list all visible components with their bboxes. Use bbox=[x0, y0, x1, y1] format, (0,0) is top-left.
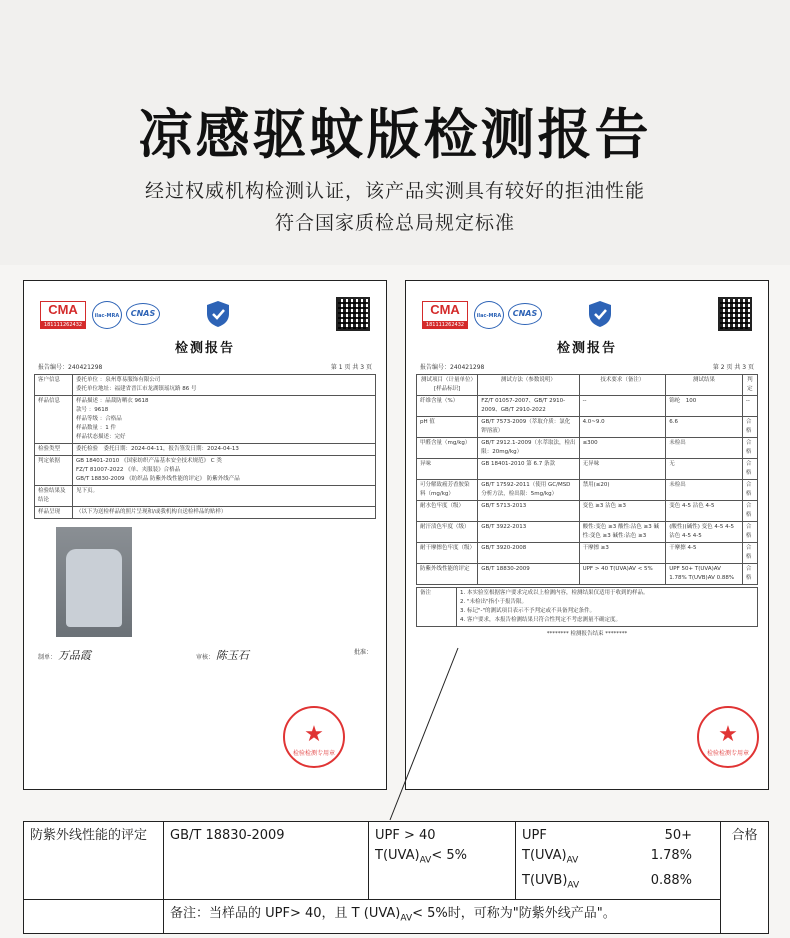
row-line: GB 18401-2010 《国家纺织产品基本安全技术规范》 C 类 bbox=[76, 458, 222, 464]
cell-item: 耐汗渍色牢度（级） bbox=[417, 522, 478, 543]
hero-section bbox=[0, 0, 790, 265]
official-stamp-left bbox=[283, 706, 345, 768]
table-row bbox=[417, 417, 758, 438]
req-uva bbox=[375, 846, 509, 871]
row-content bbox=[73, 444, 376, 456]
row-line: （以下为送检样品的照片呈现和/或我机构自送检样品的贴样） bbox=[76, 509, 227, 515]
qr-code-icon bbox=[336, 297, 370, 331]
table-row bbox=[35, 396, 376, 444]
result-upf-value: 50+ bbox=[664, 828, 692, 843]
cell-req: -- bbox=[579, 396, 666, 417]
uv-results bbox=[516, 822, 721, 900]
stamp-text: 检验检测专用章 bbox=[706, 750, 749, 757]
cell-judge: 合格 bbox=[742, 459, 757, 480]
cell-result: (酸性)(碱性) 变色 4-5 4-5 沾色 4-5 4-5 bbox=[666, 522, 743, 543]
cell-method: FZ/T 01057-2007、GB/T 2910-2009、GB/T 2910-2022 bbox=[478, 396, 579, 417]
maker-label: 制单： bbox=[38, 654, 57, 661]
sample-photo bbox=[56, 527, 132, 637]
report-meta bbox=[416, 362, 758, 371]
client-info-table bbox=[34, 374, 376, 519]
reviewer-signature: 陈玉石 bbox=[215, 649, 249, 662]
cell-method: GB/T 3920-2008 bbox=[478, 543, 579, 564]
official-stamp-right bbox=[697, 706, 759, 768]
cell-item: 纤维含量（%） bbox=[417, 396, 478, 417]
result-uva bbox=[522, 846, 692, 871]
table-row bbox=[417, 438, 758, 459]
page-indicator: 第 1 页 共 3 页 bbox=[330, 364, 372, 371]
cell-method: GB 18401-2010 第 6.7 条款 bbox=[478, 459, 579, 480]
table-row bbox=[35, 375, 376, 396]
cma-number: 181111262432 bbox=[40, 321, 86, 329]
cell-method: GB/T 2912.1-2009（水萃取法，检出限：20mg/kg） bbox=[478, 438, 579, 459]
result-uva-sub: AV bbox=[566, 855, 579, 866]
table-row bbox=[35, 507, 376, 519]
table-row bbox=[417, 522, 758, 543]
row-line: 样品数量 ：1 件 bbox=[76, 425, 116, 431]
cell-method: GB/T 17592-2011（使用 GC/MSD 分析方法，检出限：5mg/kg） bbox=[478, 480, 579, 501]
row-label: 检验结果及结论 bbox=[35, 486, 73, 507]
uv-note-part1: 当样品的 UPF> 40，且 T (UVA) bbox=[209, 906, 401, 922]
row-line: 样品描述 ：晶裁防晒衣 9618 bbox=[76, 398, 149, 404]
result-uvb-label: T(UVB) bbox=[522, 872, 568, 888]
cell-item: 耐水色牢度（级） bbox=[417, 501, 478, 522]
note-line: 2. "未检出"指小于报告限。 bbox=[460, 599, 528, 605]
notes-list bbox=[457, 588, 758, 627]
cell-judge: 合格 bbox=[742, 417, 757, 438]
star-icon: ★ bbox=[718, 722, 738, 747]
note-line: 1. 本实验室根据客户要求完成以上检测内容，检测结果仅适用于收到的样品。 bbox=[460, 590, 649, 596]
row-line: FZ/T 81007-2022 《单、夹服装》合格品 bbox=[76, 467, 181, 473]
table-row bbox=[35, 486, 376, 507]
cell-item: 防紫外线性能的评定 bbox=[417, 564, 478, 585]
cell-item: 耐干摩擦色牢度（级） bbox=[417, 543, 478, 564]
report-no: 240421298 bbox=[450, 364, 485, 371]
uv-note bbox=[164, 900, 721, 934]
cma-logo: CMA bbox=[422, 301, 468, 327]
uv-item-label: 防紫外线性能的评定 bbox=[24, 822, 164, 900]
row-label: 判定依据 bbox=[35, 456, 73, 486]
uv-zoom-table bbox=[23, 821, 769, 934]
req-uva-sub: AV bbox=[419, 855, 432, 866]
row-line: 见下页。 bbox=[76, 488, 99, 494]
cell-result: 变色 4-5 沾色 4-5 bbox=[666, 501, 743, 522]
signature-row bbox=[34, 647, 376, 663]
page-indicator: 第 2 页 共 3 页 bbox=[712, 364, 754, 371]
page-title: 凉感驱蚊版检测报告 bbox=[138, 103, 652, 166]
cnas-logo: CNAS bbox=[508, 303, 542, 325]
cell-result: 无 bbox=[666, 459, 743, 480]
cell-result: 未检出 bbox=[666, 480, 743, 501]
row-content bbox=[73, 396, 376, 444]
row-content bbox=[73, 486, 376, 507]
subtitle-line-2: 符合国家质检总局规定标准 bbox=[274, 212, 515, 234]
result-upf-label: UPF bbox=[522, 828, 547, 843]
result-uvb-value: 0.88% bbox=[650, 872, 692, 888]
maker-signature: 万品霞 bbox=[57, 649, 91, 662]
certification-shield-icon bbox=[204, 299, 232, 329]
table-row bbox=[417, 396, 758, 417]
result-uvb bbox=[522, 871, 692, 896]
cell-method: GB/T 5713-2013 bbox=[478, 501, 579, 522]
cell-judge: -- bbox=[742, 396, 757, 417]
result-upf bbox=[522, 826, 692, 846]
row-line: GB/T 18830-2009 《纺织品 防紫外线性能的评定》 防紫外线产品 bbox=[76, 476, 240, 482]
cma-number: 181111262432 bbox=[422, 321, 468, 329]
row-line: 委托检验 委托日期：2024-04-11，报告签发日期：2024-04-13 bbox=[76, 446, 239, 452]
uv-note-prefix: 备注： bbox=[170, 906, 210, 922]
cell-req: 无异味 bbox=[579, 459, 666, 480]
report-title: 检测报告 bbox=[174, 341, 235, 356]
cell-item: 异味 bbox=[417, 459, 478, 480]
cell-judge: 合格 bbox=[742, 564, 757, 585]
cell-item: pH 值 bbox=[417, 417, 478, 438]
subtitle-line-1: 经过权威机构检测认证，该产品实测具有较好的拒油性能 bbox=[144, 180, 645, 202]
row-line: 委托单位地址：福建省晋江市龙湖镇瑶坑路 86 号 bbox=[76, 386, 197, 392]
cnas-logo: CNAS bbox=[126, 303, 160, 325]
cell-result: 未检出 bbox=[666, 438, 743, 459]
cell-req: ≤300 bbox=[579, 438, 666, 459]
blank-cell bbox=[24, 900, 164, 934]
row-label: 样品呈现 bbox=[35, 507, 73, 519]
cell-result: UPF 50+ T(UVA)AV 1.78% T(UVB)AV 0.88% bbox=[666, 564, 743, 585]
cell-req: 禁用(≤20) bbox=[579, 480, 666, 501]
row-label: 客户信息 bbox=[35, 375, 73, 396]
row-line: 委托单位 ：泉州尊易服饰有限公司 bbox=[76, 377, 161, 383]
cell-method: GB/T 3922-2013 bbox=[478, 522, 579, 543]
uv-requirement bbox=[369, 822, 516, 900]
row-content bbox=[73, 456, 376, 486]
cell-judge: 合格 bbox=[742, 480, 757, 501]
column-header: 判定 bbox=[742, 375, 757, 396]
result-uva-label: T(UVA) bbox=[522, 848, 567, 863]
report-no-label: 报告编号： bbox=[38, 364, 69, 371]
table-row bbox=[417, 543, 758, 564]
approver-label: 批准： bbox=[353, 649, 372, 656]
table-row bbox=[35, 444, 376, 456]
column-header: 测试方法（参数说明） bbox=[478, 375, 579, 396]
table-row bbox=[417, 459, 758, 480]
report-meta bbox=[34, 362, 376, 371]
star-icon: ★ bbox=[304, 722, 324, 747]
row-content bbox=[73, 375, 376, 396]
column-header: 技术要求（备注） bbox=[579, 375, 666, 396]
report-end-marker: ******** 检测报告结束 ******** bbox=[546, 631, 628, 637]
result-uva-value: 1.78% bbox=[650, 848, 692, 863]
row-label: 样品信息 bbox=[35, 396, 73, 444]
row-line: 样品等级 ：合格品 bbox=[76, 416, 122, 422]
certification-shield-icon bbox=[586, 299, 614, 329]
note-line: 4. 客户要求，本报告检测结果只符合性判定不考虑测量不确定度。 bbox=[460, 617, 621, 623]
table-row bbox=[417, 501, 758, 522]
notes-table bbox=[416, 587, 758, 627]
uv-note-sub: AV bbox=[400, 913, 413, 924]
row-line: 样品状态描述：完好 bbox=[76, 434, 126, 440]
cell-req: 干摩擦 ≥3 bbox=[579, 543, 666, 564]
reviewer-label: 审核： bbox=[195, 654, 214, 661]
row-label: 检验类型 bbox=[35, 444, 73, 456]
cma-logo: CMA bbox=[40, 301, 86, 327]
column-header: 测试结果 bbox=[666, 375, 743, 396]
report-no-label: 报告编号： bbox=[420, 364, 451, 371]
cell-judge: 合格 bbox=[742, 522, 757, 543]
req-upf: UPF > 40 bbox=[375, 828, 436, 843]
uv-judgement: 合格 bbox=[721, 822, 769, 934]
cell-item: 甲醛含量（mg/kg） bbox=[417, 438, 478, 459]
cell-req: 变色 ≥3 沾色 ≥3 bbox=[579, 501, 666, 522]
logo-strip bbox=[34, 291, 376, 333]
cell-item: 可分解致癌芳香胺染料（mg/kg） bbox=[417, 480, 478, 501]
table-row bbox=[417, 480, 758, 501]
cell-req: 4.0~9.0 bbox=[579, 417, 666, 438]
cell-req: 酸性:变色 ≥3 酸性:沾色 ≥3 碱性:变色 ≥3 碱性:沾色 ≥3 bbox=[579, 522, 666, 543]
report-title: 检测报告 bbox=[556, 341, 617, 356]
test-results-table bbox=[416, 374, 758, 585]
ilac-mra-logo: ilac-MRA bbox=[92, 301, 122, 329]
stamp-text: 检验检测专用章 bbox=[292, 750, 335, 757]
cell-result: 锦纶 100 bbox=[666, 396, 743, 417]
cell-judge: 合格 bbox=[742, 438, 757, 459]
note-label: 备注 bbox=[417, 588, 457, 627]
uv-method: GB/T 18830-2009 bbox=[164, 822, 369, 900]
table-row bbox=[35, 456, 376, 486]
row-content bbox=[73, 507, 376, 519]
table-row bbox=[417, 564, 758, 585]
cell-judge: 合格 bbox=[742, 501, 757, 522]
cell-method: GB/T 7573-2009（萃取介质：氯化钾溶液） bbox=[478, 417, 579, 438]
req-uva-value: < 5% bbox=[431, 848, 467, 863]
report-no: 240421298 bbox=[68, 364, 103, 371]
qr-code-icon bbox=[718, 297, 752, 331]
jacket-image bbox=[66, 549, 122, 627]
cell-req: UPF > 40 T(UVA)AV < 5% bbox=[579, 564, 666, 585]
note-line: 3. 标记"-"的测试项目表示不予判定或不具备判定条件。 bbox=[460, 608, 596, 614]
cell-result: 6.6 bbox=[666, 417, 743, 438]
row-line: 款号 ：9618 bbox=[76, 407, 109, 413]
column-header: 测试项目（计量单位）[样品标识] bbox=[417, 375, 478, 396]
result-uvb-sub: AV bbox=[567, 880, 580, 891]
ilac-mra-logo: ilac-MRA bbox=[474, 301, 504, 329]
cell-method: GB/T 18830-2009 bbox=[478, 564, 579, 585]
cell-result: 干摩擦 4-5 bbox=[666, 543, 743, 564]
logo-strip-2 bbox=[416, 291, 758, 333]
cell-judge: 合格 bbox=[742, 543, 757, 564]
uv-note-part2: < 5%时，可称为"防紫外线产品"。 bbox=[412, 906, 616, 922]
req-uva-label: T(UVA) bbox=[375, 848, 420, 863]
